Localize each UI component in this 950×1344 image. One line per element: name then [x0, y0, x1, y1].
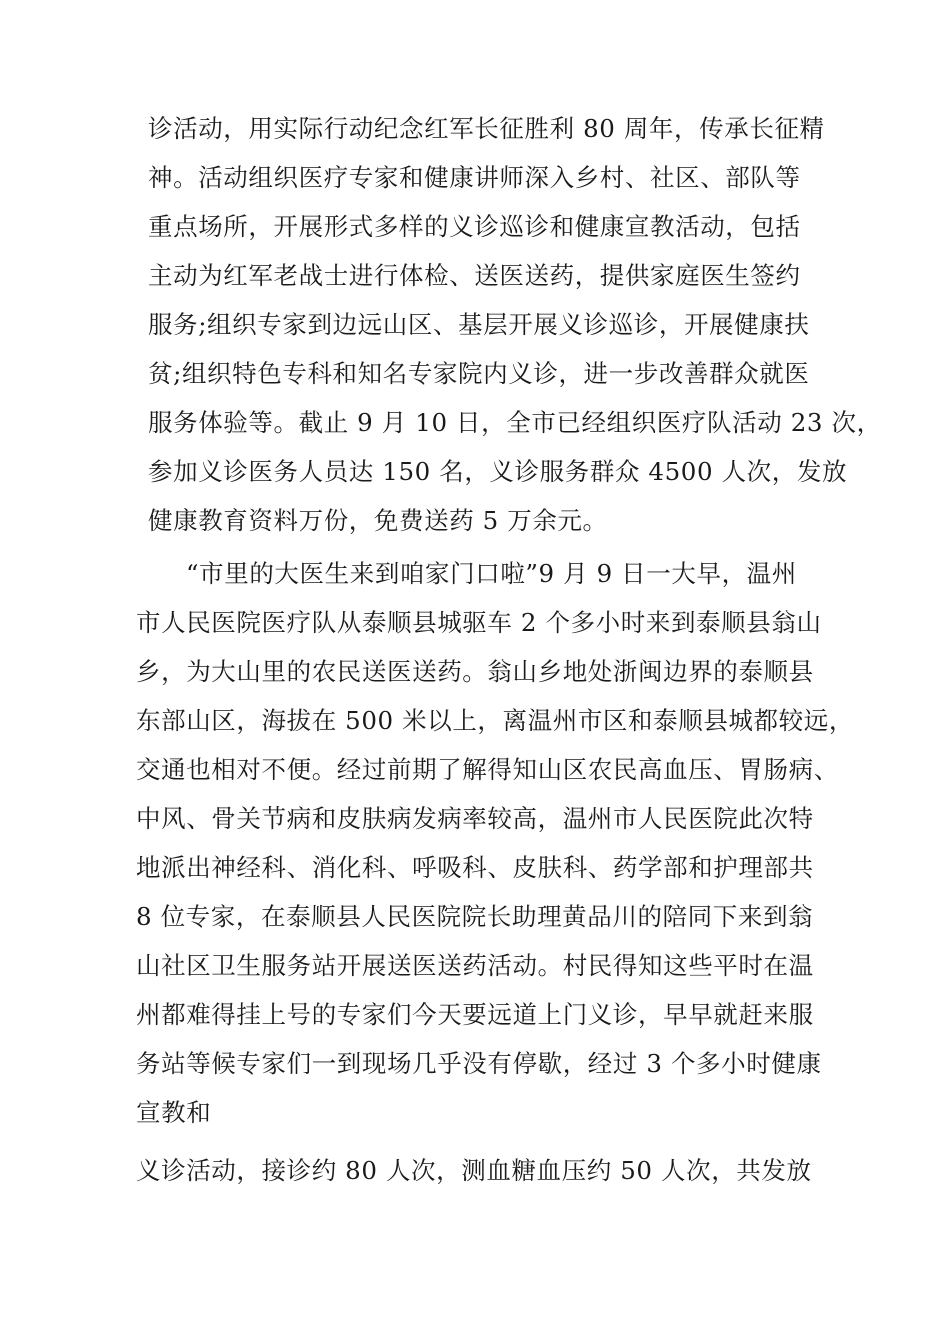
- paragraph-2-line-11: 务站等候专家们一到现场几乎没有停歇，经过 3 个多小时健康: [136, 1049, 822, 1078]
- paragraph-2-line-12: 宣教和: [136, 1098, 212, 1127]
- paragraph-2-line-10: 州都难得挂上号的专家们今天要远道上门义诊，早早就赶来服: [136, 1000, 814, 1029]
- paragraph-2-line-6: 中风、骨关节病和皮肤病发病率较高，温州市人民医院此次特: [136, 804, 814, 833]
- paragraph-2-line-2: 市人民医院医疗队从泰顺县城驱车 2 个多小时来到泰顺县翁山: [136, 608, 822, 637]
- paragraph-1-line-4: 主动为红军老战士进行体检、送医送药，提供家庭医生签约: [148, 261, 801, 290]
- paragraph-2-line-4: 东部山区，海拔在 500 米以上，离温州市区和泰顺县城都较远，: [136, 706, 854, 735]
- paragraph-2-line-9: 山社区卫生服务站开展送医送药活动。村民得知这些平时在温: [136, 951, 814, 980]
- paragraph-1-line-9: 健康教育资料万份，免费送药 5 万余元。: [148, 506, 608, 535]
- paragraph-1-line-6: 贫;组织特色专科和知名专家院内义诊，进一步改善群众就医: [148, 359, 810, 388]
- paragraph-2-line-8: 8 位专家，在泰顺县人民医院院长助理黄品川的陪同下来到翁: [136, 902, 814, 931]
- paragraph-3-line-1: 义诊活动，接诊约 80 人次，测血糖血压约 50 人次，共发放: [136, 1156, 812, 1185]
- paragraph-2-line-1: “市里的大医生来到咱家门口啦”9 月 9 日一大早，温州: [186, 559, 797, 588]
- paragraph-1-line-1: 诊活动，用实际行动纪念红军长征胜利 80 周年，传承长征精: [148, 114, 825, 143]
- paragraph-2-line-3: 乡，为大山里的农民送医送药。翁山乡地处浙闽边界的泰顺县: [136, 657, 814, 686]
- paragraph-1-line-2: 神。活动组织医疗专家和健康讲师深入乡村、社区、部队等: [148, 163, 801, 192]
- paragraph-2-line-5: 交通也相对不便。经过前期了解得知山区农民高血压、胃肠病、: [136, 755, 839, 784]
- paragraph-1-line-7: 服务体验等。截止 9 月 10 日，全市已经组织医疗队活动 23 次，: [148, 408, 882, 437]
- paragraph-1-line-5: 服务;组织专家到边远山区、基层开展义诊巡诊，开展健康扶: [148, 310, 810, 339]
- paragraph-2-line-7: 地派出神经科、消化科、呼吸科、皮肤科、药学部和护理部共: [136, 853, 814, 882]
- paragraph-1-line-8: 参加义诊医务人员达 150 名，义诊服务群众 4500 人次，发放: [148, 457, 848, 486]
- paragraph-1-line-3: 重点场所，开展形式多样的义诊巡诊和健康宣教活动，包括: [148, 212, 801, 241]
